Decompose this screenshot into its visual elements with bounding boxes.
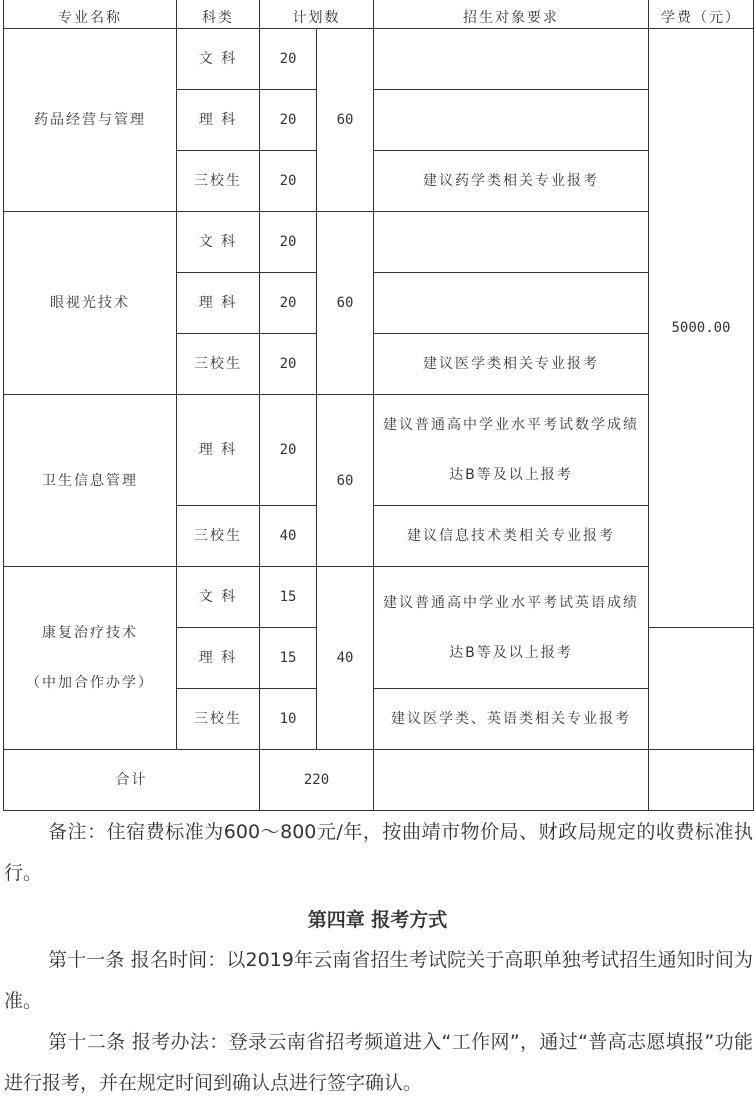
count-cell: 20 [260,395,317,506]
total-value: 220 [260,750,374,811]
kind-cell: 三校生 [177,506,260,567]
requirement-cell: 建议药学类相关专业报考 [374,151,649,212]
kind-cell: 文 科 [177,212,260,273]
total-row [4,750,754,811]
major-name: 眼视光技术 [4,212,177,395]
table-row [4,395,754,506]
requirement-cell [374,273,649,334]
requirement-cell [374,212,649,273]
kind-cell: 三校生 [177,689,260,750]
plan-total-cell: 60 [317,395,374,567]
tuition-cell: 5000.00 [649,29,754,628]
kind-cell: 三校生 [177,151,260,212]
requirement-cell [374,29,649,90]
major-name-line: 康复治疗技术 [42,625,138,641]
kind-cell: 文 科 [177,29,260,90]
kind-cell: 理 科 [177,395,260,506]
count-cell: 20 [260,334,317,395]
count-cell: 10 [260,689,317,750]
header-major: 专业名称 [4,0,177,29]
count-cell: 15 [260,567,317,628]
requirement-cell [374,395,649,506]
table-row [4,212,754,273]
requirement-cell: 建议医学类相关专业报考 [374,334,649,395]
table-row [4,29,754,90]
plan-total-cell: 60 [317,29,374,212]
requirement-cell [374,567,649,689]
total-tuition-cell [649,750,754,811]
kind-cell: 理 科 [177,628,260,689]
document-body [0,812,755,1104]
total-requirement-cell [374,750,649,811]
requirement-line: 达B等及以上报考 [449,467,573,483]
count-cell: 15 [260,628,317,689]
requirement-line: 建议普通高中学业水平考试英语成绩 [383,594,639,611]
requirement-line: 建议普通高中学业水平考试数学成绩 [383,417,639,433]
plan-total-cell: 60 [317,212,374,395]
chapter-title: 第四章 报考方式 [307,909,448,931]
requirement-line: 达B等及以上报考 [449,644,573,661]
plan-total-cell: 40 [317,567,374,750]
enrollment-plan-table [3,0,754,811]
major-name [4,567,177,750]
article-11-paragraph: 第十一条 报名时间：以2019年云南省招生考试院关于高职单独考试招生通知时间为准。 [4,949,753,1012]
major-name: 卫生信息管理 [4,395,177,567]
count-cell: 20 [260,151,317,212]
count-cell: 20 [260,212,317,273]
header-tuition: 学费（元） [649,0,754,29]
count-cell: 20 [260,90,317,151]
requirement-cell [374,90,649,151]
header-kind: 科类 [177,0,260,29]
kind-cell: 理 科 [177,273,260,334]
kind-cell: 三校生 [177,334,260,395]
table-row [4,567,754,628]
header-plan: 计划数 [260,0,374,29]
note-paragraph: 备注：住宿费标准为600～800元/年，按曲靖市物价局、财政局规定的收费标准执行。 [4,821,753,884]
table-header-row [4,0,754,29]
count-cell: 20 [260,273,317,334]
kind-cell: 文 科 [177,567,260,628]
count-cell: 20 [260,29,317,90]
total-label: 合计 [4,750,260,811]
kind-cell: 理 科 [177,90,260,151]
major-name-line: （中加合作办学） [26,675,154,691]
article-12-paragraph: 第十二条 报考办法：登录云南省招考频道进入“工作网”，通过“普高志愿填报”功能进行报考，并在规定时间到确认点进行签字确认。 [4,1031,753,1094]
header-requirement: 招生对象要求 [374,0,649,29]
requirement-cell: 建议信息技术类相关专业报考 [374,506,649,567]
major-name: 药品经营与管理 [4,29,177,212]
requirement-cell: 建议医学类、英语类相关专业报考 [374,689,649,750]
count-cell: 40 [260,506,317,567]
